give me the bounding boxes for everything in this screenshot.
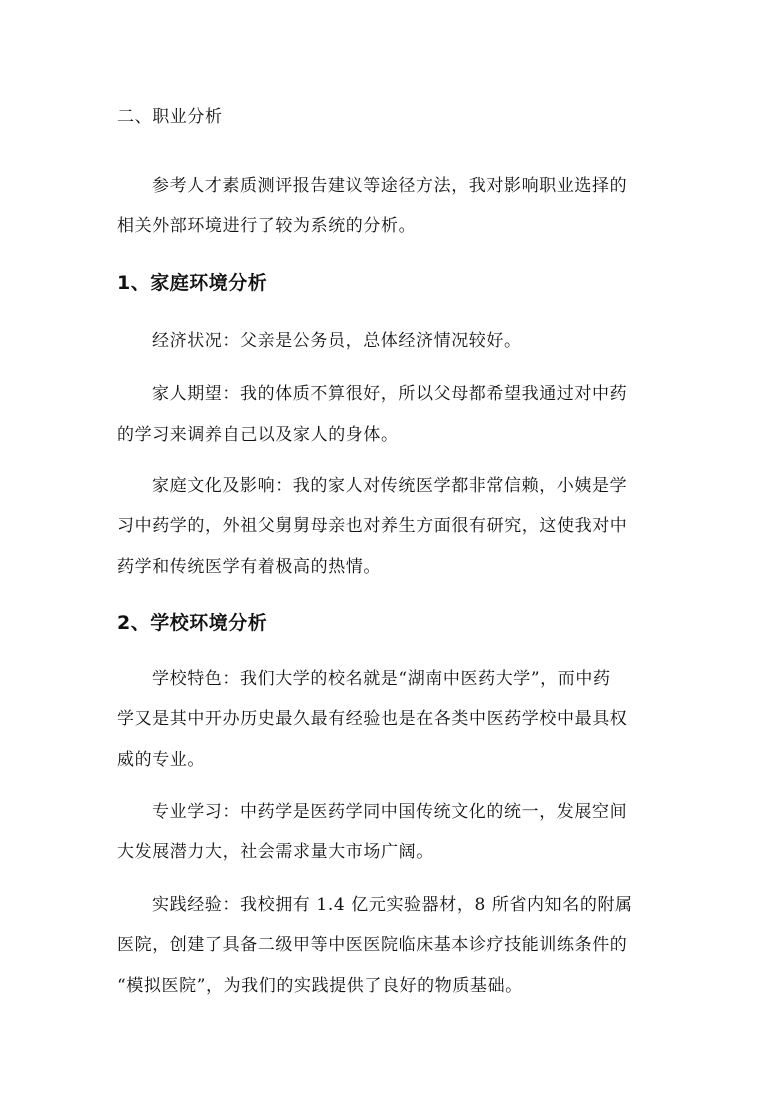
school-section-heading: 2、学校环境分析: [117, 612, 268, 634]
school-practice-line: 医院，创建了具备二级甲等中医医院临床基本诊疗技能训练条件的: [117, 935, 628, 955]
school-practice-line: 实践经验：我校拥有 1.4 亿元实验器材，8 所省内知名的附属: [152, 895, 633, 915]
school-major-line: 专业学习：中药学是医药学同中国传统文化的统一，发展空间: [152, 802, 628, 822]
school-feature-line: 学又是其中开办历史最久最有经验也是在各类中医药学校中最具权: [117, 709, 628, 729]
family-culture-line: 药学和传统医学有着极高的热情。: [117, 557, 381, 577]
school-major-line: 大发展潜力大，社会需求量大市场广阔。: [117, 842, 434, 862]
family-expectation-line: 家人期望：我的体质不算很好，所以父母都希望我通过对中药: [152, 384, 628, 404]
family-culture-line: 家庭文化及影响：我的家人对传统医学都非常信赖，小姨是学: [152, 476, 628, 496]
intro-paragraph-line: 参考人才素质测评报告建议等途径方法，我对影响职业选择的: [152, 176, 628, 196]
family-economy-paragraph: 经济状况：父亲是公务员，总体经济情况较好。: [152, 331, 522, 351]
section-title: 二、职业分析: [117, 107, 223, 127]
family-expectation-line: 的学习来调养自己以及家人的身体。: [117, 425, 399, 445]
school-practice-line: “模拟医院”，为我们的实践提供了良好的物质基础。: [117, 976, 523, 996]
school-feature-line: 威的专业。: [117, 750, 205, 770]
intro-paragraph-line: 相关外部环境进行了较为系统的分析。: [117, 216, 417, 236]
school-feature-line: 学校特色：我们大学的校名就是“湖南中医药大学”，而中药: [152, 669, 611, 689]
family-section-heading: 1、家庭环境分析: [117, 272, 268, 294]
family-culture-line: 习中药学的，外祖父舅舅母亲也对养生方面很有研究，这使我对中: [117, 516, 628, 536]
